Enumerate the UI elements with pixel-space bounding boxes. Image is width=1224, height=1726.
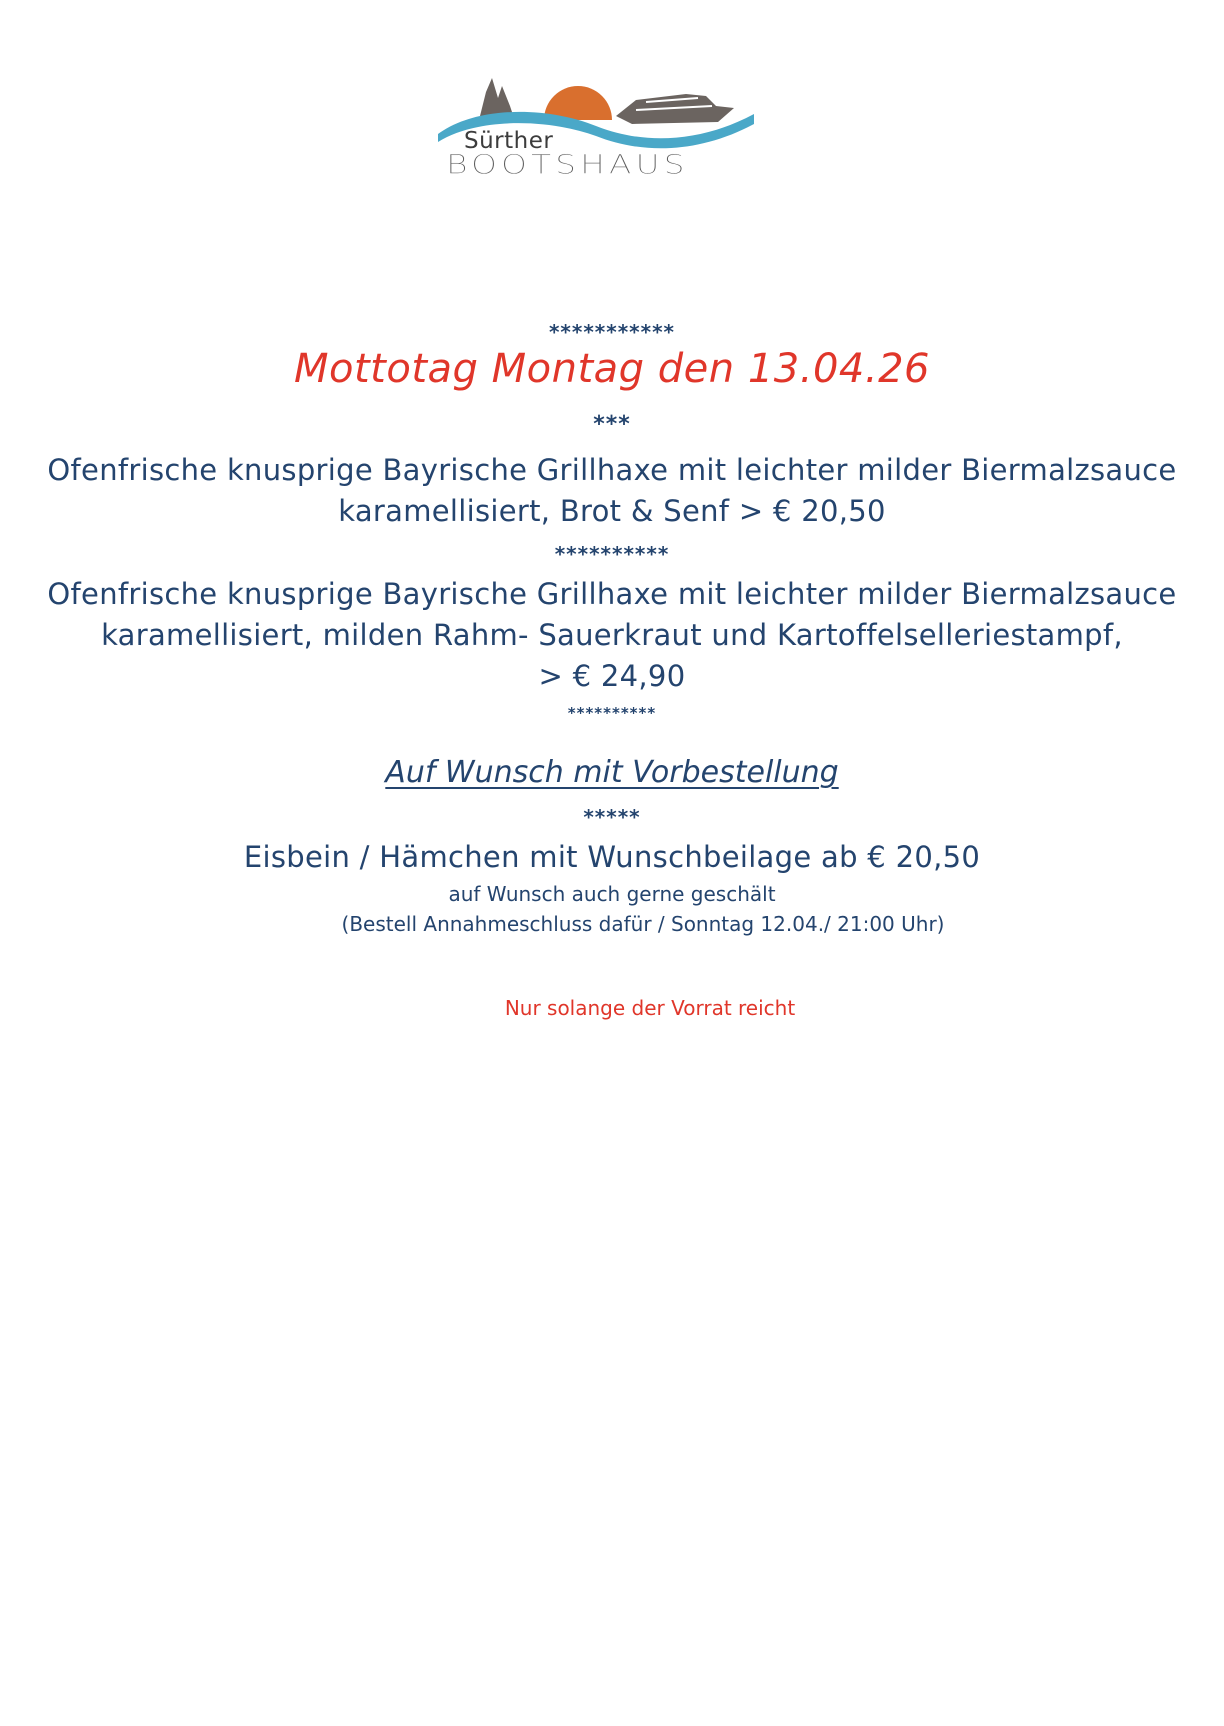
separator-2: *** xyxy=(593,412,631,437)
dish-2-line-1: Ofenfrische knusprige Bayrische Grillhaxe mit leichter milder Biermalzsauce xyxy=(47,577,1177,611)
dish-2-line-3: > € 24,90 xyxy=(538,659,686,693)
brand-name-big: BOOTSHAUS xyxy=(446,148,689,180)
preorder-item: Eisbein / Hämchen mit Wunschbeilage ab € 20,50 xyxy=(243,840,981,874)
bootshaus-logo xyxy=(436,72,774,190)
preorder-deadline: (Bestell Annahmeschluss dafür / Sonntag 12.04./ 21:00 Uhr) xyxy=(341,912,945,936)
dish-1-line-1: Ofenfrische knusprige Bayrische Grillhaxe mit leichter milder Biermalzsauce xyxy=(47,453,1177,487)
boat-shape xyxy=(616,94,734,124)
separator-1: *********** xyxy=(548,320,676,344)
dish-2-line-2: karamellisiert, milden Rahm- Sauerkraut und Kartoffelselleriestampf, xyxy=(101,618,1123,652)
separator-3: ********** xyxy=(554,542,670,566)
preorder-note: auf Wunsch auch gerne geschält xyxy=(448,882,776,906)
separator-5: ***** xyxy=(583,805,641,829)
availability-note: Nur solange der Vorrat reicht xyxy=(504,996,796,1020)
cathedral-shape xyxy=(480,78,514,118)
dish-1-line-2: karamellisiert, Brot & Senf > € 20,50 xyxy=(338,494,886,528)
preorder-heading: Auf Wunsch mit Vorbestellung xyxy=(385,755,839,790)
brand-name-small: Sürther xyxy=(464,128,554,154)
separator-4: ********** xyxy=(567,704,657,722)
page-title: Mottotag Montag den 13.04.26 xyxy=(294,346,930,392)
